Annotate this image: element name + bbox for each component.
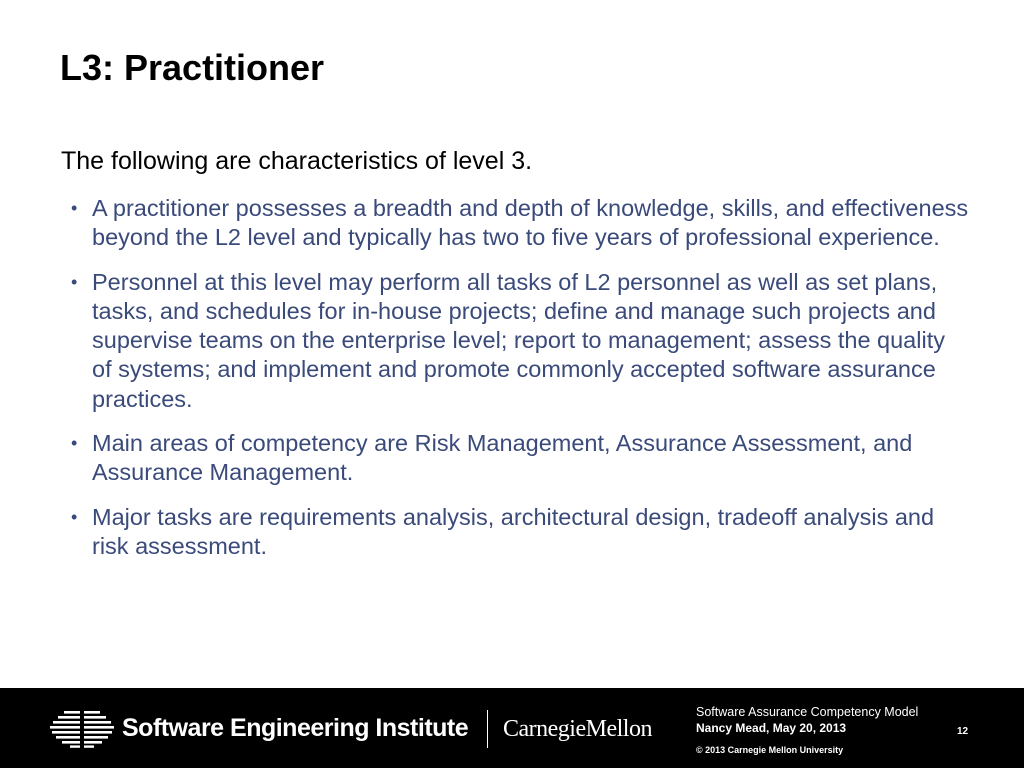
author-date: Nancy Mead, May 20, 2013 <box>696 721 847 735</box>
bullet-dot: • <box>71 433 78 454</box>
sei-striped-globe-icon <box>50 710 114 748</box>
slide-title: L3: Practitioner <box>60 47 325 88</box>
bullet-dot: • <box>71 506 78 527</box>
bullet-list <box>71 194 971 576</box>
bullet-text: Major tasks are requirements analysis, architectural design, tradeoff analysis and risk assessment. <box>92 503 935 559</box>
bullet-item <box>71 429 971 488</box>
bullet-dot: • <box>71 198 78 218</box>
bullet-text: A practitioner possesses a breadth and depth of knowledge, skills, and effectiveness beyond the L2 level and typically has two to five years of professional experience. <box>92 195 969 251</box>
sei-wordmark: Software Engineering Institute <box>122 714 469 742</box>
page-number: 12 <box>957 726 969 737</box>
copyright-notice: © 2013 Carnegie Mellon University <box>696 745 844 755</box>
footer-bar <box>0 688 1024 768</box>
bullet-text: Main areas of competency are Risk Management, Assurance Assessment, and Assurance Management. <box>92 430 913 486</box>
cmu-wordmark: CarnegieMellon <box>503 716 652 742</box>
bullet-item <box>71 268 971 414</box>
bullet-item <box>71 503 971 562</box>
bullet-dot: • <box>71 271 78 292</box>
presentation-title: Software Assurance Competency Model <box>696 705 919 719</box>
intro-text: The following are characteristics of level 3. <box>61 147 533 175</box>
bullet-item <box>71 194 971 253</box>
bullet-text: Personnel at this level may perform all tasks of L2 personnel as well as set plans, tasks, and schedules for in-house projects; define and manage such projects and supervise teams on the enterprise level; report to management; assess the quality of systems; and implement and promote commonly accepted software assurance practices. <box>92 268 945 412</box>
footer-divider <box>487 710 488 748</box>
footer-info <box>696 705 918 756</box>
